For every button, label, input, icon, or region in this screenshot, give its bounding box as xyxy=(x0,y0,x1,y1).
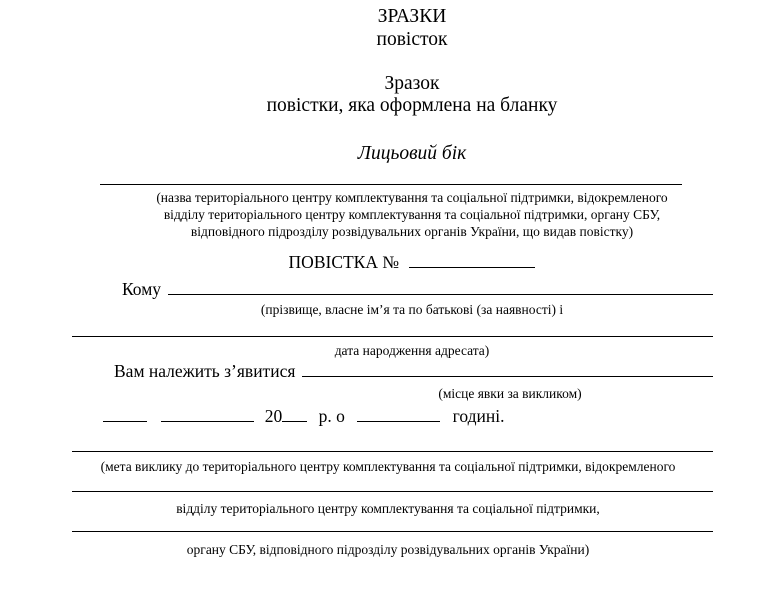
century-label: 20 xyxy=(264,406,283,426)
appear-place-blank xyxy=(302,375,713,377)
issuer-caption-line-3: відповідного підрозділу розвідувальних органів України, що видав повістку) xyxy=(190,224,634,239)
recipient-name-blank xyxy=(168,293,713,295)
birth-rule xyxy=(72,336,713,337)
summons-title-label: ПОВІСТКА № xyxy=(288,252,400,272)
appear-row xyxy=(114,361,713,381)
issuer-caption xyxy=(56,189,768,240)
month-blank xyxy=(161,407,254,422)
doc-heading-title: ЗРАЗКИ xyxy=(377,6,447,27)
recipient-name-caption: (прізвище, власне ім’я та по батькові (за наявності) і xyxy=(260,302,564,317)
issuer-caption-line-2: відділу територіального центру комплектування та соціальної підтримки, органу СБУ, xyxy=(163,207,661,222)
sample-title: Зразок xyxy=(384,73,440,94)
sample-subtitle: повістки, яка оформлена на бланку xyxy=(266,95,558,116)
purpose-caption-1: (мета виклику до територіального центру комплектування та соціальної підтримки, відокремленого xyxy=(100,459,676,474)
purpose-rule-1 xyxy=(72,451,713,452)
purpose-rule-2 xyxy=(72,491,713,492)
recipient-label: Кому xyxy=(122,279,162,299)
issuer-rule xyxy=(100,184,682,185)
doc-heading-subtitle: повісток xyxy=(376,29,448,50)
date-row xyxy=(103,406,504,426)
issuer-caption-line-1: (назва територіального центру комплектування та соціальної підтримки, відокремленого xyxy=(156,190,668,205)
recipient-row xyxy=(122,279,713,299)
day-blank xyxy=(103,407,147,422)
appear-label: Вам належить з’явитися xyxy=(114,361,296,381)
summons-number-blank xyxy=(409,253,535,268)
hour-suffix-label: годині. xyxy=(452,406,505,426)
side-label: Лицьовий бік xyxy=(357,143,467,164)
purpose-caption-3: органу СБУ, відповідного підрозділу розвідувальних органів України) xyxy=(186,542,590,557)
summons-title-row xyxy=(56,252,768,272)
hour-blank xyxy=(357,407,440,422)
year-blank xyxy=(282,407,307,422)
purpose-rule-3 xyxy=(72,531,713,532)
doc-heading xyxy=(56,5,768,51)
purpose-caption-2: відділу територіального центру комплектування та соціальної підтримки, xyxy=(176,501,600,516)
place-caption: (місце явки за викликом) xyxy=(438,386,582,401)
birth-date-caption: дата народження адресата) xyxy=(334,343,490,358)
sample-heading xyxy=(56,73,768,117)
year-suffix-label: р. о xyxy=(318,406,345,426)
